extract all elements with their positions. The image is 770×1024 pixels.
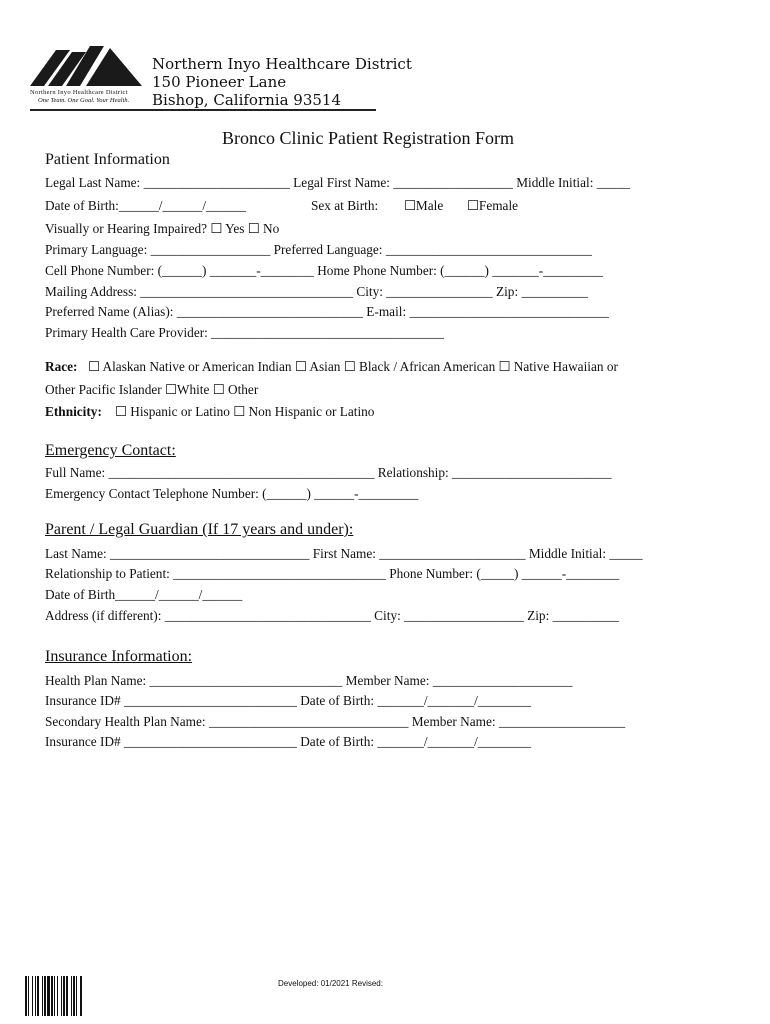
- provider-line: Primary Health Care Provider: ___________________________________: [45, 325, 444, 340]
- form-title: Bronco Clinic Patient Registration Form: [222, 128, 514, 148]
- logo-name: Northern Inyo Healthcare District: [30, 89, 128, 96]
- mailing-address-line: Mailing Address: ________________________________ City: ________________ Zip: __________: [45, 284, 588, 299]
- health-plan-line: Health Plan Name: _____________________________ Member Name: _____________________: [45, 673, 573, 688]
- dob-field: Date of Birth:______/______/______: [45, 198, 246, 213]
- ethnicity-label: Ethnicity:: [45, 404, 102, 419]
- insurance-id-line: Insurance ID# __________________________ Date of Birth: _______/_______/________: [45, 693, 532, 708]
- impaired-line: Visually or Hearing Impaired? ☐ Yes ☐ No: [45, 221, 280, 236]
- mountain-logo-icon: [30, 44, 142, 88]
- guardian-name-line: Last Name: ______________________________ First Name: ______________________ Middle Initial: _____: [45, 546, 643, 561]
- guardian-dob-line: Date of Birth______/______/______: [45, 587, 243, 602]
- alias-email-line: Preferred Name (Alias): ____________________________ E-mail: ______________________________: [45, 304, 609, 319]
- phone-line: Cell Phone Number: (______) _______-________ Home Phone Number: (______) _______-_________: [45, 263, 604, 278]
- patient-name-line: Legal Last Name: ______________________ Legal First Name: __________________ Middle Initial: _____: [45, 175, 630, 190]
- org-address-line1: 150 Pioneer Lane: [152, 73, 287, 91]
- secondary-insurance-id-line: Insurance ID# __________________________ Date of Birth: _______/_______/________: [45, 734, 532, 749]
- header-divider: [30, 109, 376, 111]
- race-options-line1: ☐ Alaskan Native or American Indian ☐ Asian ☐ Black / African American ☐ Native Hawaiian or: [88, 359, 618, 374]
- org-address-line2: Bishop, California 93514: [152, 91, 342, 109]
- district-logo: [30, 44, 142, 104]
- emergency-name-line: Full Name: ________________________________________ Relationship: ________________________: [45, 465, 612, 480]
- race-label: Race:: [45, 359, 78, 374]
- section-emergency-contact: Emergency Contact:: [45, 442, 176, 459]
- guardian-address-line: Address (if different): _______________________________ City: __________________ Zip: __________: [45, 608, 620, 623]
- org-name: Northern Inyo Healthcare District: [152, 55, 412, 73]
- barcode-icon: [25, 976, 129, 1016]
- sex-female-checkbox[interactable]: ☐Female: [467, 198, 519, 213]
- language-line: Primary Language: __________________ Preferred Language: _______________________________: [45, 242, 592, 257]
- section-guardian: Parent / Legal Guardian (If 17 years and under):: [45, 521, 354, 538]
- section-insurance: Insurance Information:: [45, 648, 193, 665]
- race-options-line2: Other Pacific Islander ☐White ☐ Other: [45, 382, 259, 397]
- logo-tagline: One Team. One Goal. Your Health.: [38, 97, 130, 104]
- sex-at-birth-label: Sex at Birth:: [311, 198, 379, 213]
- secondary-plan-line: Secondary Health Plan Name: ______________________________ Member Name: ___________________: [45, 714, 626, 729]
- sex-male-checkbox[interactable]: ☐Male: [404, 198, 444, 213]
- guardian-relationship-line: Relationship to Patient: ________________________________ Phone Number: (_____) ______-________: [45, 566, 620, 581]
- footer-revision: Developed: 01/2021 Revised:: [278, 979, 383, 988]
- section-patient-information: Patient Information: [45, 151, 170, 168]
- ethnicity-options: ☐ Hispanic or Latino ☐ Non Hispanic or Latino: [115, 404, 375, 419]
- emergency-phone-line: Emergency Contact Telephone Number: (______) ______-_________: [45, 486, 419, 501]
